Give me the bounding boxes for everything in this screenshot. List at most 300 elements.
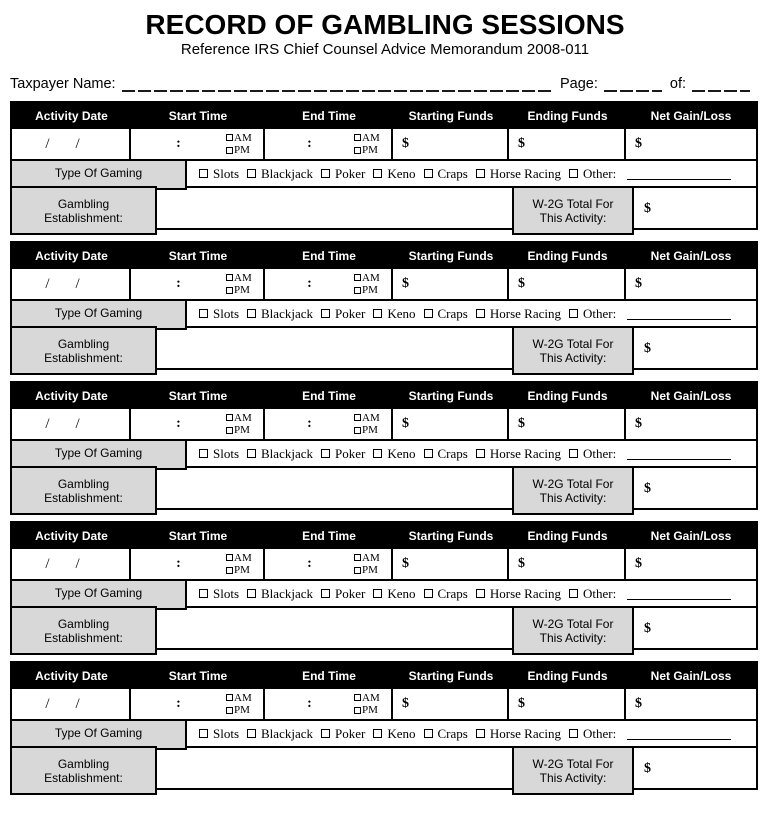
entry-row [12,269,756,299]
checkbox-icon [226,707,233,714]
dollar-sign: $ [644,621,651,636]
w2g-total-label: W-2G Total For This Activity: [512,466,634,515]
gaming-option-poker[interactable]: Poker [321,586,365,602]
am-label: AM [234,691,252,704]
col-end-time: End Time [302,109,356,123]
checkbox-icon [226,147,233,154]
gambling-establishment-label: Gambling Establishment: [10,326,157,375]
col-starting-funds: Starting Funds [408,389,494,403]
checkbox-icon [476,309,485,318]
checkbox-icon [424,729,433,738]
checkbox-icon [354,287,361,294]
col-ending-funds: Ending Funds [527,669,608,683]
pm-label: PM [234,144,250,156]
col-starting-funds: Starting Funds [408,669,494,683]
pm-label: PM [362,424,378,436]
pm-checkbox[interactable] [354,704,388,717]
activity-date-field[interactable] [12,129,131,159]
col-starting-funds: Starting Funds [408,249,494,263]
other-input-line[interactable] [627,587,731,600]
gaming-options [187,581,756,606]
gaming-option-other[interactable]: Other: [569,306,616,322]
gaming-option-poker[interactable]: Poker [321,726,365,742]
ending-funds-field[interactable] [509,129,626,159]
am-checkbox[interactable] [226,272,260,285]
activity-date-field[interactable] [12,689,131,719]
gaming-option-slots[interactable]: Slots [199,586,239,602]
gaming-option-other[interactable]: Other: [569,446,616,462]
gaming-option-slots[interactable]: Slots [199,166,239,182]
checkbox-icon [247,309,256,318]
col-activity-date: Activity Date [35,109,108,123]
checkbox-icon [321,589,330,598]
checkbox-icon [424,169,433,178]
gaming-option-keno[interactable]: Keno [373,166,415,182]
w2g-amount-field[interactable] [634,468,756,510]
col-start-time: Start Time [168,109,228,123]
gaming-options [187,161,756,186]
other-input-line[interactable] [627,167,731,180]
checkbox-icon [354,134,361,141]
ampm-options [354,132,391,157]
pm-label: PM [362,564,378,576]
checkbox-icon [199,589,208,598]
type-of-gaming-label: Type Of Gaming [10,579,187,610]
am-label: AM [362,691,380,704]
taxpayer-name-label: Taxpayer Name: [10,76,116,92]
time-colon: : [307,696,312,711]
gaming-option-keno[interactable]: Keno [373,586,415,602]
col-end-time: End Time [302,529,356,543]
end-time-field[interactable] [265,549,393,579]
pm-label: PM [234,424,250,436]
document-header [0,0,770,59]
gaming-option-craps[interactable]: Craps [424,166,468,182]
checkbox-icon [321,449,330,458]
checkbox-icon [354,707,361,714]
col-activity-date: Activity Date [35,389,108,403]
gaming-option-poker[interactable]: Poker [321,306,365,322]
establishment-row [12,606,756,648]
checkbox-icon [354,554,361,561]
ampm-options [226,692,263,717]
type-of-gaming-row [12,439,756,466]
gaming-option-slots[interactable]: Slots [199,726,239,742]
time-colon: : [307,556,312,571]
start-time-field[interactable] [131,129,265,159]
gaming-option-horse-racing[interactable]: Horse Racing [476,726,561,742]
pm-checkbox[interactable] [226,564,260,577]
gaming-option-keno[interactable]: Keno [373,446,415,462]
col-start-time: Start Time [168,389,228,403]
col-net-gain-loss: Net Gain/Loss [650,529,732,543]
type-of-gaming-label: Type Of Gaming [10,299,187,330]
am-checkbox[interactable] [354,692,388,705]
checkbox-icon [476,589,485,598]
am-checkbox[interactable] [226,692,260,705]
ending-funds-field[interactable] [509,409,626,439]
start-time-field[interactable] [131,269,265,299]
establishment-input-field[interactable] [157,328,512,370]
of-label: of: [669,76,686,92]
pm-label: PM [234,284,250,296]
checkbox-icon [373,309,382,318]
am-checkbox[interactable] [226,552,260,565]
col-end-time: End Time [302,249,356,263]
am-checkbox[interactable] [354,132,388,145]
starting-funds-field[interactable] [393,689,509,719]
gaming-option-craps[interactable]: Craps [424,726,468,742]
am-label: AM [362,411,380,424]
activity-date-field[interactable] [12,549,131,579]
column-header-row [12,103,756,129]
date-separator: / [75,695,80,712]
gaming-option-other[interactable]: Other: [569,166,616,182]
w2g-amount-field[interactable] [634,748,756,790]
checkbox-icon [226,567,233,574]
time-colon: : [307,416,312,431]
gaming-option-poker[interactable]: Poker [321,446,365,462]
checkbox-icon [226,274,233,281]
checkbox-icon [226,554,233,561]
start-time-field[interactable] [131,689,265,719]
time-colon: : [307,276,312,291]
column-header-row [12,663,756,689]
other-input-line[interactable] [627,727,731,740]
gaming-option-horse-racing[interactable]: Horse Racing [476,586,561,602]
entry-row [12,549,756,579]
col-net-gain-loss: Net Gain/Loss [650,669,732,683]
gambling-establishment-label: Gambling Establishment: [10,606,157,655]
column-header-row [12,383,756,409]
time-colon: : [176,696,181,711]
checkbox-icon [569,729,578,738]
date-separator: / [45,555,50,572]
pm-label: PM [362,284,378,296]
col-net-gain-loss: Net Gain/Loss [650,389,732,403]
checkbox-icon [476,729,485,738]
ampm-options [226,552,263,577]
date-separator: / [45,695,50,712]
page-subtitle: Reference IRS Chief Counsel Advice Memorandum 2008-011 [180,41,590,58]
gaming-option-horse-racing[interactable]: Horse Racing [476,166,561,182]
gaming-option-blackjack[interactable]: Blackjack [247,726,313,742]
checkbox-icon [354,274,361,281]
checkbox-icon [373,169,382,178]
taxpayer-row [10,73,758,92]
dollar-sign: $ [644,481,651,496]
date-separator: / [45,135,50,152]
gambling-establishment-label: Gambling Establishment: [10,186,157,235]
checkbox-icon [424,449,433,458]
pm-label: PM [362,704,378,716]
col-net-gain-loss: Net Gain/Loss [650,109,732,123]
dollar-sign: $ [635,556,642,571]
end-time-field[interactable] [265,409,393,439]
am-checkbox[interactable] [226,132,260,145]
checkbox-icon [373,589,382,598]
gaming-options [187,301,756,326]
checkbox-icon [199,169,208,178]
am-label: AM [362,131,380,144]
session-blocks [0,101,770,790]
checkbox-icon [321,169,330,178]
gaming-option-slots[interactable]: Slots [199,306,239,322]
gaming-option-horse-racing[interactable]: Horse Racing [476,446,561,462]
col-ending-funds: Ending Funds [527,529,608,543]
col-ending-funds: Ending Funds [527,109,608,123]
page-number-input-line[interactable] [604,76,662,92]
time-colon: : [307,136,312,151]
ending-funds-field[interactable] [509,269,626,299]
activity-date-field[interactable] [12,269,131,299]
date-separator: / [75,135,80,152]
gaming-option-blackjack[interactable]: Blackjack [247,586,313,602]
checkbox-icon [354,567,361,574]
am-label: AM [362,551,380,564]
starting-funds-field[interactable] [393,129,509,159]
col-start-time: Start Time [168,529,228,543]
checkbox-icon [569,589,578,598]
checkbox-icon [373,449,382,458]
am-checkbox[interactable] [354,552,388,565]
ampm-options [354,272,391,297]
w2g-total-label: W-2G Total For This Activity: [512,326,634,375]
other-input-line[interactable] [627,447,731,460]
session-block [10,381,758,510]
dollar-sign: $ [518,416,525,431]
col-end-time: End Time [302,389,356,403]
checkbox-icon [569,449,578,458]
starting-funds-field[interactable] [393,549,509,579]
checkbox-icon [424,309,433,318]
session-block [10,241,758,370]
entry-row [12,129,756,159]
checkbox-icon [354,147,361,154]
establishment-row [12,326,756,368]
checkbox-icon [247,169,256,178]
dollar-sign: $ [402,136,409,151]
ampm-options [226,412,263,437]
checkbox-icon [199,309,208,318]
dollar-sign: $ [518,276,525,291]
net-gain-loss-field[interactable] [626,129,756,159]
col-activity-date: Activity Date [35,249,108,263]
type-of-gaming-row [12,719,756,746]
establishment-row [12,186,756,228]
checkbox-icon [373,729,382,738]
w2g-total-label: W-2G Total For This Activity: [512,606,634,655]
ampm-options [354,552,391,577]
page-title: RECORD OF GAMBLING SESSIONS [145,9,625,40]
time-colon: : [176,556,181,571]
dollar-sign: $ [635,416,642,431]
dollar-sign: $ [518,696,525,711]
gaming-option-keno[interactable]: Keno [373,726,415,742]
col-activity-date: Activity Date [35,669,108,683]
gaming-option-poker[interactable]: Poker [321,166,365,182]
dollar-sign: $ [518,136,525,151]
starting-funds-field[interactable] [393,269,509,299]
dollar-sign: $ [402,416,409,431]
gaming-option-slots[interactable]: Slots [199,446,239,462]
pm-checkbox[interactable] [354,564,388,577]
date-separator: / [45,415,50,432]
end-time-field[interactable] [265,269,393,299]
am-checkbox[interactable] [354,412,388,425]
dollar-sign: $ [402,556,409,571]
ampm-options [226,272,263,297]
checkbox-icon [247,729,256,738]
page-label: Page: [559,76,598,92]
gaming-option-craps[interactable]: Craps [424,586,468,602]
time-colon: : [176,276,181,291]
checkbox-icon [226,287,233,294]
gaming-option-craps[interactable]: Craps [424,446,468,462]
checkbox-icon [424,589,433,598]
activity-date-field[interactable] [12,409,131,439]
col-end-time: End Time [302,669,356,683]
time-colon: : [176,136,181,151]
dollar-sign: $ [635,276,642,291]
other-input-line[interactable] [627,307,731,320]
col-ending-funds: Ending Funds [527,249,608,263]
checkbox-icon [354,414,361,421]
gaming-options [187,441,756,466]
checkbox-icon [226,414,233,421]
start-time-field[interactable] [131,549,265,579]
gaming-option-keno[interactable]: Keno [373,306,415,322]
starting-funds-field[interactable] [393,409,509,439]
col-net-gain-loss: Net Gain/Loss [650,249,732,263]
pm-checkbox[interactable] [354,424,388,437]
pm-checkbox[interactable] [226,704,260,717]
establishment-input-field[interactable] [157,188,512,230]
end-time-field[interactable] [265,689,393,719]
col-starting-funds: Starting Funds [408,529,494,543]
session-block [10,521,758,650]
net-gain-loss-field[interactable] [626,689,756,719]
w2g-amount-field[interactable] [634,608,756,650]
pm-checkbox[interactable] [354,284,388,297]
col-activity-date: Activity Date [35,529,108,543]
checkbox-icon [354,427,361,434]
ampm-options [226,132,263,157]
dollar-sign: $ [644,201,651,216]
dollar-sign: $ [635,136,642,151]
checkbox-icon [476,169,485,178]
am-label: AM [234,411,252,424]
am-label: AM [234,131,252,144]
checkbox-icon [321,309,330,318]
gaming-option-blackjack[interactable]: Blackjack [247,166,313,182]
gaming-option-other[interactable]: Other: [569,586,616,602]
ending-funds-field[interactable] [509,549,626,579]
end-time-field[interactable] [265,129,393,159]
type-of-gaming-label: Type Of Gaming [10,719,187,750]
w2g-amount-field[interactable] [634,188,756,230]
establishment-input-field[interactable] [157,748,512,790]
gambling-establishment-label: Gambling Establishment: [10,746,157,795]
establishment-input-field[interactable] [157,468,512,510]
checkbox-icon [247,589,256,598]
net-gain-loss-field[interactable] [626,269,756,299]
page-total-input-line[interactable] [692,76,750,92]
pm-label: PM [362,144,378,156]
date-separator: / [75,555,80,572]
col-starting-funds: Starting Funds [408,109,494,123]
session-block [10,101,758,230]
ampm-options [354,412,391,437]
checkbox-icon [569,169,578,178]
type-of-gaming-row [12,159,756,186]
net-gain-loss-field[interactable] [626,409,756,439]
type-of-gaming-label: Type Of Gaming [10,159,187,190]
col-ending-funds: Ending Funds [527,389,608,403]
gaming-option-blackjack[interactable]: Blackjack [247,446,313,462]
am-checkbox[interactable] [226,412,260,425]
checkbox-icon [569,309,578,318]
checkbox-icon [226,694,233,701]
dollar-sign: $ [402,276,409,291]
am-label: AM [234,271,252,284]
pm-checkbox[interactable] [226,424,260,437]
w2g-amount-field[interactable] [634,328,756,370]
col-start-time: Start Time [168,249,228,263]
type-of-gaming-row [12,299,756,326]
type-of-gaming-row [12,579,756,606]
start-time-field[interactable] [131,409,265,439]
am-checkbox[interactable] [354,272,388,285]
pm-checkbox[interactable] [226,144,260,157]
pm-label: PM [234,704,250,716]
column-header-row [12,243,756,269]
checkbox-icon [199,729,208,738]
am-label: AM [362,271,380,284]
entry-row [12,689,756,719]
pm-checkbox[interactable] [226,284,260,297]
date-separator: / [75,415,80,432]
establishment-input-field[interactable] [157,608,512,650]
net-gain-loss-field[interactable] [626,549,756,579]
time-colon: : [176,416,181,431]
col-start-time: Start Time [168,669,228,683]
establishment-row [12,466,756,508]
dollar-sign: $ [518,556,525,571]
establishment-row [12,746,756,788]
checkbox-icon [247,449,256,458]
checkbox-icon [476,449,485,458]
column-header-row [12,523,756,549]
checkbox-icon [226,134,233,141]
ending-funds-field[interactable] [509,689,626,719]
date-separator: / [75,275,80,292]
taxpayer-name-input-line[interactable] [122,76,552,92]
dollar-sign: $ [635,696,642,711]
checkbox-icon [354,694,361,701]
gaming-option-blackjack[interactable]: Blackjack [247,306,313,322]
gaming-option-other[interactable]: Other: [569,726,616,742]
gaming-options [187,721,756,746]
entry-row [12,409,756,439]
checkbox-icon [321,729,330,738]
pm-label: PM [234,564,250,576]
dollar-sign: $ [402,696,409,711]
gaming-option-craps[interactable]: Craps [424,306,468,322]
dollar-sign: $ [644,761,651,776]
gaming-option-horse-racing[interactable]: Horse Racing [476,306,561,322]
pm-checkbox[interactable] [354,144,388,157]
